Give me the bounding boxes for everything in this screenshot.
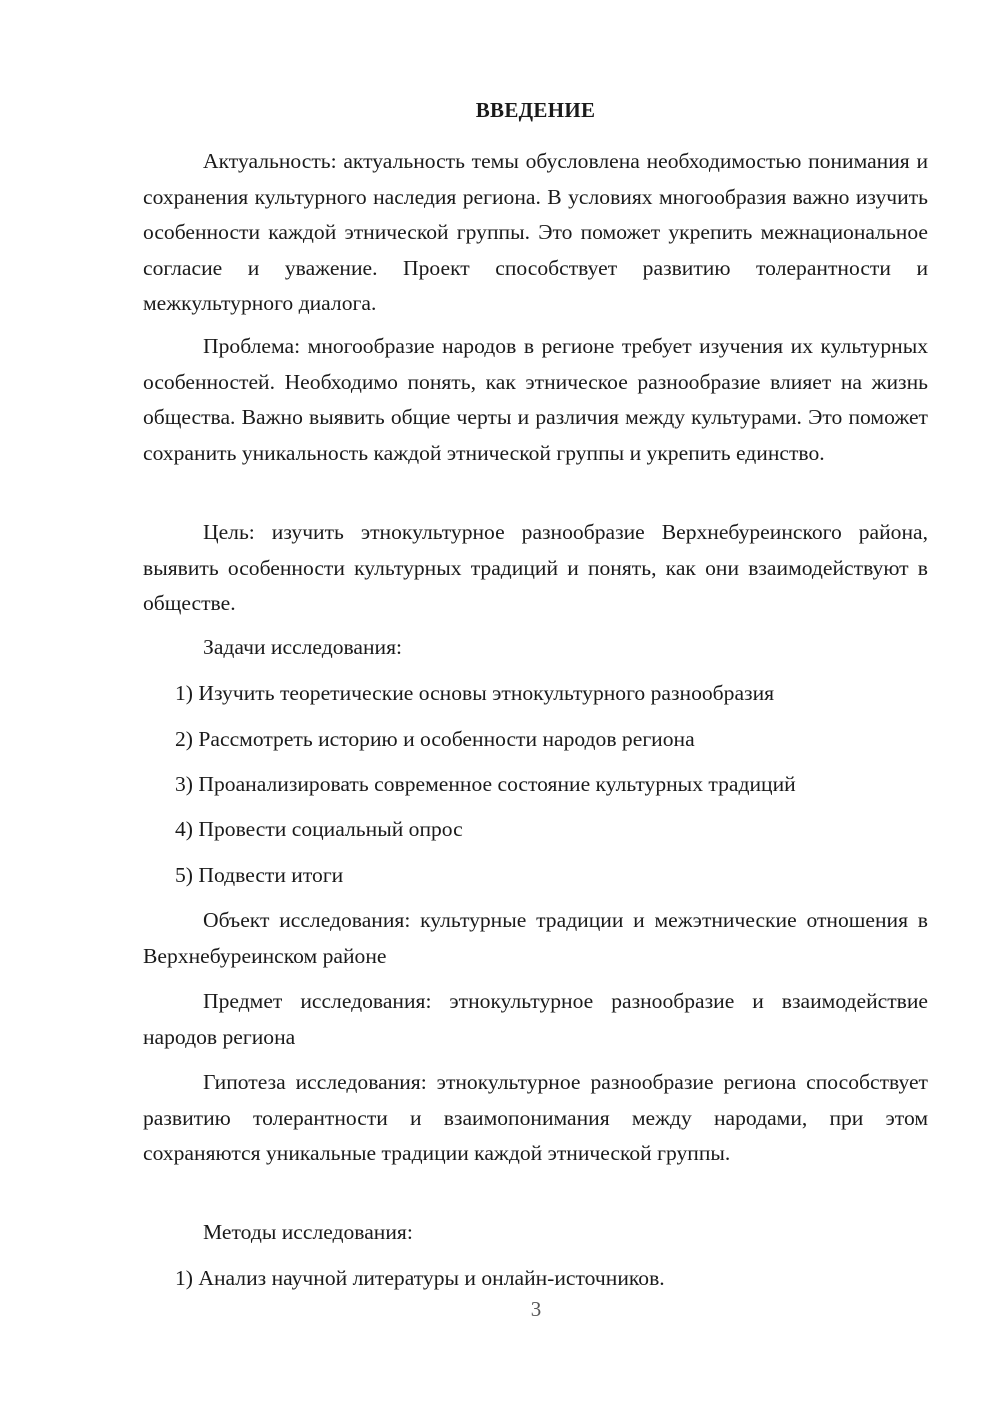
method-item: 1) Анализ научной литературы и онлайн-источников. xyxy=(175,1266,665,1290)
hypothesis-paragraph: Гипотеза исследования: этнокультурное разнообразие региона способствует развитию толерантности и взаимопонимания между народами, при этом сохраняются уникальные традиции каждой этнической группы. xyxy=(143,1070,928,1165)
task-item: 2) Рассмотреть историю и особенности народов региона xyxy=(175,727,695,751)
problem-paragraph: Проблема: многообразие народов в регионе требует изучения их культурных особенностей. Необходимо понять, как этническое разнообразие влияет на жизнь общества. Важно выявить общие черты и различия между культурами. Это поможет сохранить уникальность каждой этнической группы и укрепить единство. xyxy=(143,334,928,465)
task-item: 5) Подвести итоги xyxy=(175,863,344,887)
relevance-paragraph: Актуальность: актуальность темы обусловлена необходимостью понимания и сохранения культурного наследия региона. В условиях многообразия важно изучить особенности каждой этнической группы. Это поможет укрепить межнациональное согласие и уважение. Проект способствует развитию толерантности и межкультурного диалога. xyxy=(143,149,928,315)
goal-paragraph: Цель: изучить этнокультурное разнообразие Верхнебуреинского района, выявить особенности культурных традиций и понять, как они взаимодействуют в обществе. xyxy=(143,520,928,615)
task-item: 4) Провести социальный опрос xyxy=(175,817,463,841)
task-item: 1) Изучить теоретические основы этнокультурного разнообразия xyxy=(175,681,775,705)
task-item: 3) Проанализировать современное состояние культурных традиций xyxy=(175,772,796,796)
subject-paragraph: Предмет исследования: этнокультурное разнообразие и взаимодействие народов региона xyxy=(143,989,928,1049)
object-paragraph: Объект исследования: культурные традиции и межэтнические отношения в Верхнебуреинском районе xyxy=(143,908,928,968)
section-heading: ВВЕДЕНИЕ xyxy=(475,98,596,122)
tasks-label: Задачи исследования: xyxy=(203,635,403,659)
methods-label: Методы исследования: xyxy=(203,1220,413,1244)
page-number: 3 xyxy=(530,1297,542,1321)
